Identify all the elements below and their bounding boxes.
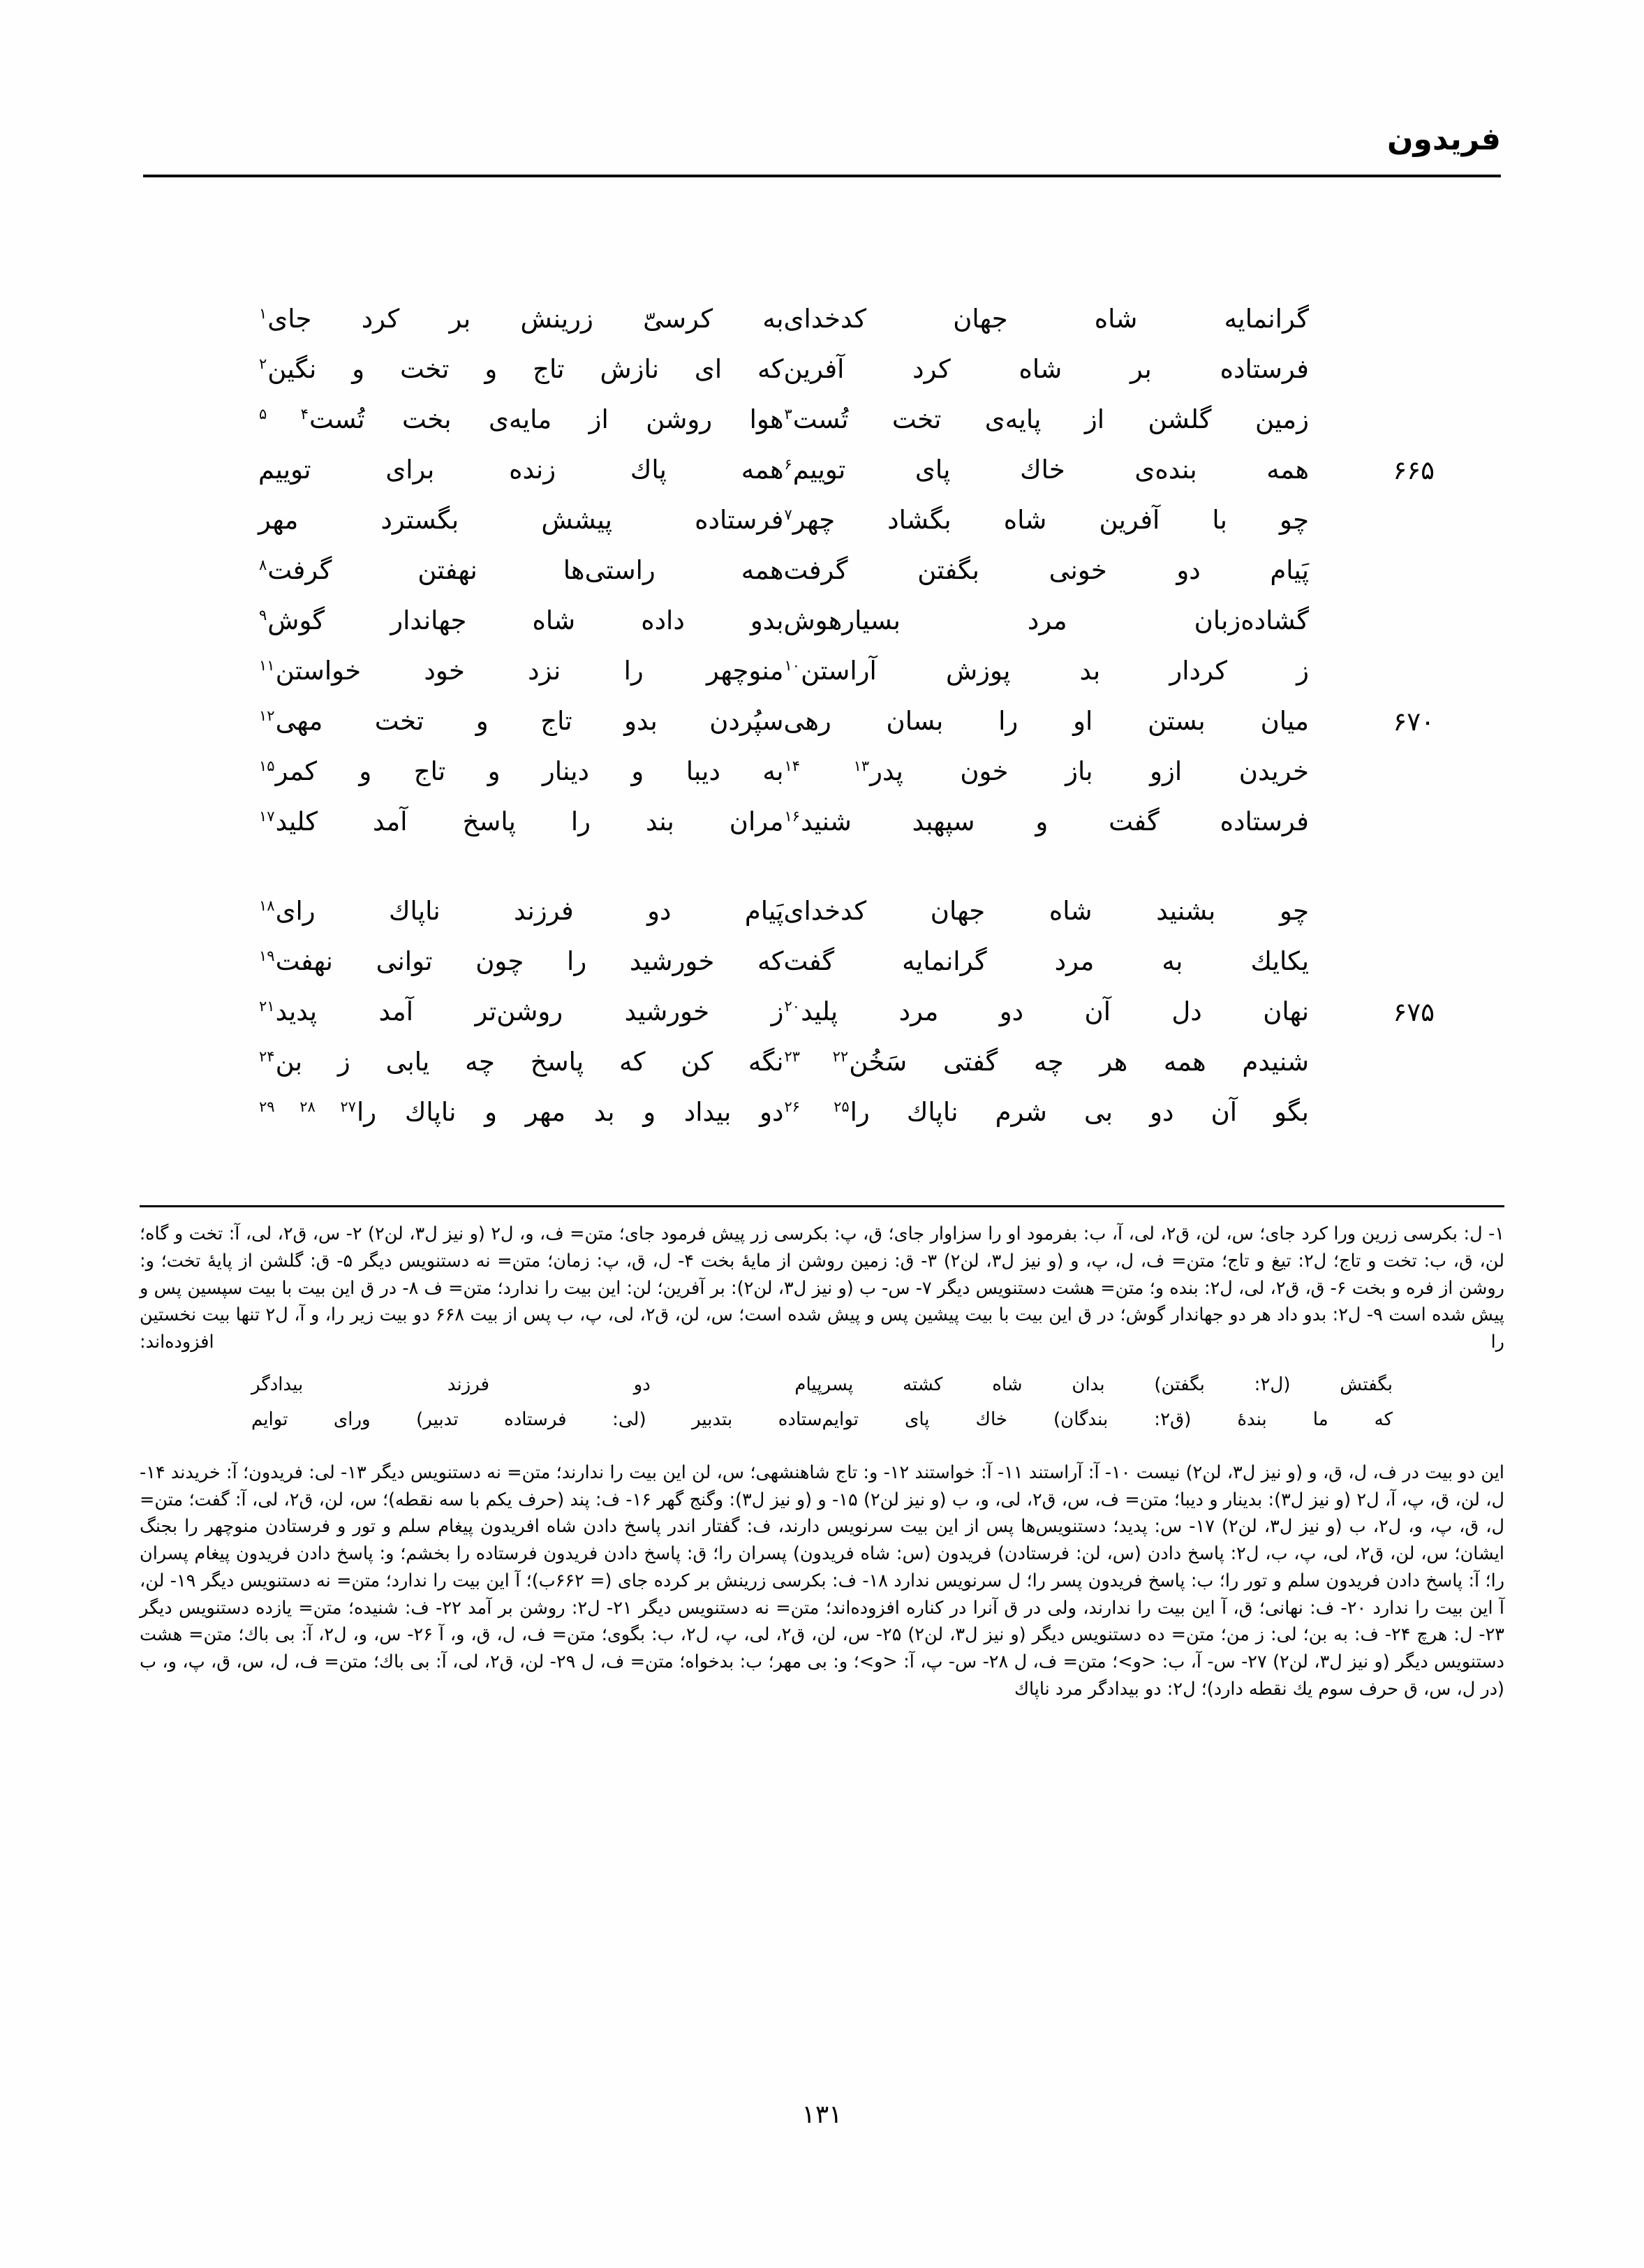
apparatus-separator	[140, 1205, 1504, 1207]
footnote-marker: ۲	[259, 355, 267, 372]
running-head-rule	[143, 175, 1501, 177]
footnote-marker: ۱۸	[259, 897, 275, 914]
verse-number	[1358, 501, 1435, 506]
verse-number	[1358, 652, 1435, 656]
footnote-marker: ۱۰	[784, 656, 801, 674]
footnote-marker: ۲۰	[784, 997, 801, 1015]
hemistich-second: بگو آن دو بی شرم ناپاك را$^{۲۵ ۲۶}$	[784, 1097, 1309, 1127]
verse-number	[1358, 401, 1435, 405]
verse-couplet	[209, 1043, 1435, 1094]
verse-number	[1358, 300, 1435, 304]
hemistich-first: مران بند را پاسخ آمد کلید$^{۱۷}$	[259, 807, 784, 837]
hemistich-first: همه پاك زنده برای توییم	[258, 455, 784, 485]
inserted-hemistich-second: پیام دو فرزند بیدادگر	[251, 1374, 822, 1395]
hemistich-second: گشاده‌زبان مرد بسیارهوش	[783, 605, 1309, 635]
footnote-marker: ۱۲	[259, 707, 275, 724]
verse-number: ۶۷۵	[1393, 997, 1435, 1027]
hemistich-second: خریدن ازو باز خون پدر$^{۱۳ ۱۴}$	[784, 756, 1309, 786]
inserted-couplet	[223, 1371, 1421, 1406]
verse-couplet	[209, 451, 1435, 501]
hemistich-second: گرانمایه شاه جهان کدخدای	[783, 304, 1309, 334]
verse-number	[1358, 892, 1435, 897]
hemistich-second: یکایك به مرد گرانمایه گفت	[783, 946, 1309, 976]
hemistich-first: هوا روشن از مایه‌ی بخت تُست$^{۴ ۵}$	[259, 404, 784, 434]
verse-number	[1358, 552, 1435, 556]
hemistich-first: که خورشید را چون توانی نهفت$^{۱۹}$	[259, 946, 784, 976]
verse-block	[209, 300, 1435, 1144]
apparatus-paragraph: ۱- ل: بکرسی زرین ورا کرد جای؛ س، لن، ق۲، لی، آ، ب: بفرمود او را سزاوار جای؛ ق، پ: بکرسی زر پیش فرمود جای؛ متن= ف، و، ل۲ (و نیز ل۳، لن۲) ۲- س، ق۲، لی، آ: تخت و گاه؛ لن، ق، ب: تخت و تاج؛ ل۲: تیغ و تاج؛ متن= ف، ل، پ، و (و نیز ل۳، لن۲) ۳- ق: زمین روشن از مایهٔ بخت ۴- ل، ق، پ: زمان؛ متن= نه دستنویس دیگر ۵- ق: گلشن از پایهٔ تخت؛ و: روشن از فره و بخت ۶- ق، ق۲، لی، ل۲: بنده و؛ متن= هشت دستنویس دیگر ۷- س- ب (و نیز ل۳، لن۲): بر آفرین؛ لن: این بیت را ندارد؛ متن= ف ۸- در ق این بیت با بیت سپسین پس و پیش شده است ۹- ل۲: بدو داد هر دو جهاندار گوش؛ در ق این بیت با بیت پیشین پس و پیش شده است؛ س، لن، ق۲، لی، پ، ب پس از بیت ۶۶۸ دو بیت زیر را، و آ، ل۲ تنها بیت نخستین را افزوده‌اند:	[140, 1223, 1504, 1353]
footnote-marker: ۱۳ ۱۴	[784, 757, 870, 774]
verse-couplet	[209, 943, 1435, 993]
footnote-marker: ۲۲ ۲۳	[784, 1047, 849, 1065]
inserted-hemistich-second: ستاده بتدبیر (لی: فرستاده تدبیر) ورای توایم	[251, 1408, 822, 1430]
hemistich-first: سپُردن بدو تاج و تخت مهی$^{۱۲}$	[259, 706, 784, 736]
footnote-marker: ۳	[784, 405, 792, 422]
hemistich-second: فرستاده بر شاه کرد آفرین	[783, 354, 1309, 384]
hemistich-second: نهان دل آن دو مرد پلید$^{۲۰}$	[784, 996, 1309, 1026]
verse-couplet	[209, 702, 1435, 753]
verse-couplet	[209, 803, 1435, 853]
apparatus-part-one	[140, 1221, 1504, 1356]
hemistich-second: چو بشنید شاه جهان کدخدای	[783, 896, 1309, 926]
hemistich-second: زمین گلشن از پایه‌ی تخت تُست$^۳$	[784, 404, 1309, 434]
footnote-marker: ۴ ۵	[259, 405, 309, 422]
hemistich-second: فرستاده گفت و سپهبد شنید$^{۱۶}$	[784, 807, 1309, 837]
hemistich-first: که ای نازش تاج و تخت و نگین$^۲$	[259, 354, 784, 384]
verse-number: ۶۷۰	[1393, 707, 1435, 737]
apparatus-block	[140, 1221, 1504, 1704]
footnote-marker: ۲۴	[259, 1047, 275, 1065]
inserted-couplets	[140, 1371, 1504, 1441]
footnote-marker: ۱۵	[259, 757, 275, 774]
hemistich-first: همه راستی‌ها نهفتن گرفت$^۸$	[259, 555, 784, 585]
apparatus-part-two	[140, 1459, 1504, 1703]
hemistich-second: چو با آفرین شاه بگشاد چهر$^۷$	[784, 505, 1309, 535]
footnote-marker: ۹	[259, 606, 267, 624]
footnote-marker: ۱۹	[259, 947, 275, 964]
running-head	[143, 124, 1501, 180]
hemistich-second: ز کردار بد پوزش آراستن$^{۱۰}$	[784, 656, 1309, 686]
inserted-hemistich-first: بگفتش (ل۲: بگفتن) بدان شاه کشته پسر	[822, 1374, 1393, 1395]
hemistich-second: میان بستن او را بسان رهی	[783, 706, 1309, 736]
footnote-marker: ۲۵ ۲۶	[784, 1098, 850, 1115]
footnote-marker: ۲۷ ۲۸ ۲۹	[259, 1098, 356, 1115]
verse-couplet	[209, 892, 1435, 943]
footnote-marker: ۱۶	[784, 807, 801, 825]
verse-couplet	[209, 993, 1435, 1043]
footnote-marker: ۱	[259, 304, 267, 322]
verse-couplet	[209, 401, 1435, 451]
hemistich-second: شنیدم همه هر چه گفتی سَخُن$^{۲۲ ۲۳}$	[784, 1047, 1309, 1077]
hemistich-first: منوچهر را نزد خود خواستن$^{۱۱}$	[259, 656, 784, 686]
verse-number	[1358, 602, 1435, 606]
footnote-marker: ۸	[259, 556, 267, 573]
verse-number	[1358, 351, 1435, 355]
footnote-marker: ۱۷	[259, 807, 275, 825]
folio-number: ۱۳۱	[801, 2100, 843, 2129]
hemistich-first: نگه کن که پاسخ چه یابی ز بن$^{۲۴}$	[259, 1047, 784, 1077]
footnote-marker: ۱۱	[259, 656, 275, 674]
verse-couplet	[209, 552, 1435, 602]
verse-number	[1358, 803, 1435, 807]
verse-couplet	[209, 753, 1435, 803]
hemistich-first: دو بیداد و بد مهر و ناپاك را$^{۲۷ ۲۸ ۲۹}$	[259, 1097, 784, 1127]
verse-number	[1358, 943, 1435, 947]
hemistich-first: به دیبا و دینار و تاج و کمر$^{۱۵}$	[259, 756, 784, 786]
verse-couplet	[209, 602, 1435, 652]
verse-couplet	[209, 652, 1435, 702]
verse-couplet	[209, 300, 1435, 351]
hemistich-first: فرستاده پیشش بگسترد مهر	[258, 505, 784, 535]
inserted-couplet	[223, 1406, 1421, 1441]
verse-couplet	[209, 351, 1435, 401]
hemistich-first: بدو داده شاه جهاندار گوش$^۹$	[259, 605, 784, 635]
footnote-marker: ۲۱	[259, 997, 275, 1015]
verse-number: ۶۶۵	[1393, 455, 1435, 485]
footnote-marker: ۶	[784, 455, 792, 473]
hemistich-first: پَیام دو فرزند ناپاك رای$^{۱۸}$	[259, 896, 784, 926]
inserted-hemistich-first: که ما بندهٔ (ق۲: بندگان) خاك پای توایم	[822, 1408, 1393, 1430]
verse-number	[1358, 753, 1435, 757]
hemistich-second: پَیام دو خونی بگفتن گرفت	[783, 555, 1309, 585]
hemistich-second: همه بنده‌ی خاك پای توییم$^۶$	[784, 455, 1309, 485]
running-head-title: فریدون	[1386, 122, 1501, 157]
footnote-marker: ۷	[784, 506, 792, 523]
verse-couplet	[209, 1094, 1435, 1144]
verse-couplet	[209, 501, 1435, 552]
verse-number	[1358, 1043, 1435, 1047]
hemistich-first: به کرسیّ زرینش بر کرد جای$^۱$	[259, 304, 784, 334]
apparatus-paragraph: این دو بیت در ف، ل، ق، و (و نیز ل۳، لن۲) نیست ۱۰- آ: آراستند ۱۱- آ: خواستند ۱۲- و: تاج شاهنشهی؛ س، لن این بیت را ندارند؛ متن= نه دستنویس دیگر ۱۳- لی: فریدون؛ آ: خریدند ۱۴- ل، لن، ق، پ، آ، ل۲ (و نیز ل۳): بدینار و دیبا؛ متن= ف، س، ق۲، لی، و، ب (و نیز لن۲) ۱۵- و (و نیز ل۳): وگنج گهر ۱۶- ف: پند (حرف یکم با سه نقطه)؛ س، لن، ق۲، لی، آ: گفت؛ متن= ل، ق، پ، و، ل۲، ب (و نیز ل۳، لن۲) ۱۷- س: پدید؛ دستنویس‌ها پس از این بیت سرنویس دارند، ف: گفتار اندر پاسخ دادن شاه افریدون پیغام سلم و تور و فرستادن منوچهر را بجنگ ایشان؛ س، لن، ق۲، لی، پ، ب، ل۲: پاسخ دادن (س، لن: فرستادن) فریدون (س: شاه فریدون) پسران را؛ ق: پاسخ دادن فریدون فرستاده را بخشم؛ و: پاسخ دادن فریدون پیغام پسران را؛ آ: پاسخ دادن فریدون سلم و تور را؛ ب: پاسخ فریدون پسر را؛ ل سرنویس ندارد ۱۸- ف: بکرسی زرینش بر کرده جای (= ۶۶۲ب)؛ آ این بیت را ندارد؛ متن= نه دستنویس دیگر ۱۹- لن، آ این بیت را ندارد ۲۰- ف: نهانی؛ ق، آ این بیت را ندارند، ولی در ق آنرا در کناره افزوده‌اند؛ متن= نه دستنویس دیگر ۲۱- ل۲: روشن بر آمد ۲۲- ف: شنیده؛ متن= یازده دستنویس دیگر ۲۳- ل: هرچ ۲۴- ف: به بن؛ لی: ز من؛ متن= ده دستنویس دیگر (و نیز ل۳، لن۲) ۲۵- س، لن، ق۲، لی، پ، ل۲، ب: بگوی؛ متن= ف، ل، ق، و، آ ۲۶- س، و، ل۲، آ: بی باك؛ متن= هشت دستنویس دیگر (و نیز ل۳، لن۲) ۲۷- س- آ، ب: <و>؛ متن= ف، ل ۲۸- س- پ، آ: <و>؛ و: بی مهر؛ ب: بدخواه؛ متن= ف، ل ۲۹- لن، ق۲، لی، آ: بی باك؛ متن= ف، ل، س، ق، پ، و، ب (در ل، س، ق حرف سوم یك نقطه دارد)؛ ل۲: دو بیدادگر مرد ناپاك	[140, 1461, 1505, 1700]
hemistich-first: ز خورشید روشن‌تر آمد پدید$^{۲۱}$	[259, 996, 784, 1026]
verse-number	[1358, 1094, 1435, 1098]
